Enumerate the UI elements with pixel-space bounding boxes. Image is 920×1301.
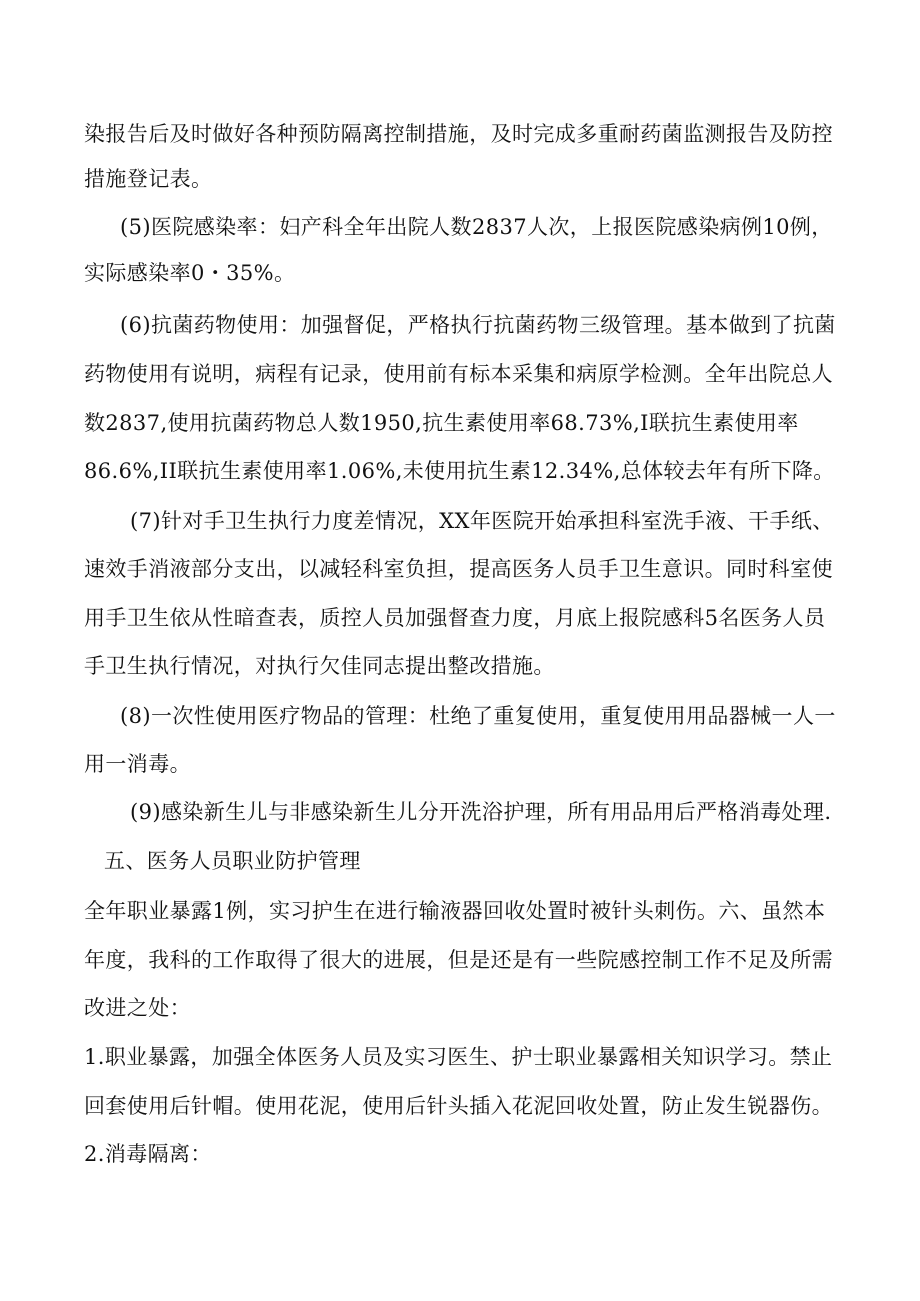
paragraph-line: 1.职业暴露，加强全体医务人员及实习医生、护士职业暴露相关知识学习。禁止 (84, 1045, 833, 1069)
paragraph-line: 用一消毒。 (84, 752, 191, 776)
paragraph-line: 年度，我科的工作取得了很大的进展，但是还是有一些院感控制工作不足及所需 (84, 948, 833, 972)
paragraph-line: 改进之处： (84, 996, 191, 1020)
paragraph-line: (7)针对手卫生执行力度差情况，XX年医院开始承担科室洗手液、干手纸、 (130, 509, 834, 533)
paragraph-line: 药物使用有说明，病程有记录，使用前有标本采集和病原学检测。全年出院总人 (84, 362, 833, 386)
paragraph-line: 数2837,使用抗菌药物总人数1950,抗生素使用率68.73%,I联抗生素使用率 (84, 411, 799, 435)
paragraph-line: 速效手消液部分支出，以减轻科室负担，提高医务人员手卫生意识。同时科室使 (84, 557, 833, 581)
paragraph-line: 2.消毒隔离： (84, 1142, 212, 1166)
paragraph-line: (6)抗菌药物使用：加强督促，严格执行抗菌药物三级管理。基本做到了抗菌 (120, 313, 836, 337)
paragraph-line: 染报告后及时做好各种预防隔离控制措施，及时完成多重耐药菌监测报告及防控 (84, 122, 833, 146)
paragraph-line: 手卫生执行情况，对执行欠佳同志提出整改措施。 (84, 654, 555, 678)
paragraph-line: 86.6%,II联抗生素使用率1.06%,未使用抗生素12.34%,总体较去年有所下降。 (84, 459, 835, 483)
paragraph-line: 全年职业暴露1例，实习护生在进行输液器回收处置时被针头刺伤。六、虽然本 (84, 899, 826, 923)
paragraph-line: 实际感染率0・35%。 (84, 261, 296, 285)
paragraph-line: 用手卫生依从性暗查表，质控人员加强督查力度，月底上报院感科5名医务人员 (84, 606, 826, 630)
paragraph-line: (9)感染新生儿与非感染新生儿分开洗浴护理，所有用品用后严格消毒处理. (130, 800, 832, 824)
section-heading: 五、医务人员职业防护管理 (104, 849, 361, 873)
paragraph-line: 措施登记表。 (84, 167, 213, 191)
paragraph-line: 回套使用后针帽。使用花泥，使用后针头插入花泥回收处置，防止发生锐器伤。 (84, 1094, 833, 1118)
paragraph-line: (8)一次性使用医疗物品的管理：杜绝了重复使用，重复使用用品器械一人一 (120, 704, 836, 728)
paragraph-line: (5)医院感染率：妇产科全年出院人数2837人次，上报医院感染病例10例， (120, 215, 833, 239)
